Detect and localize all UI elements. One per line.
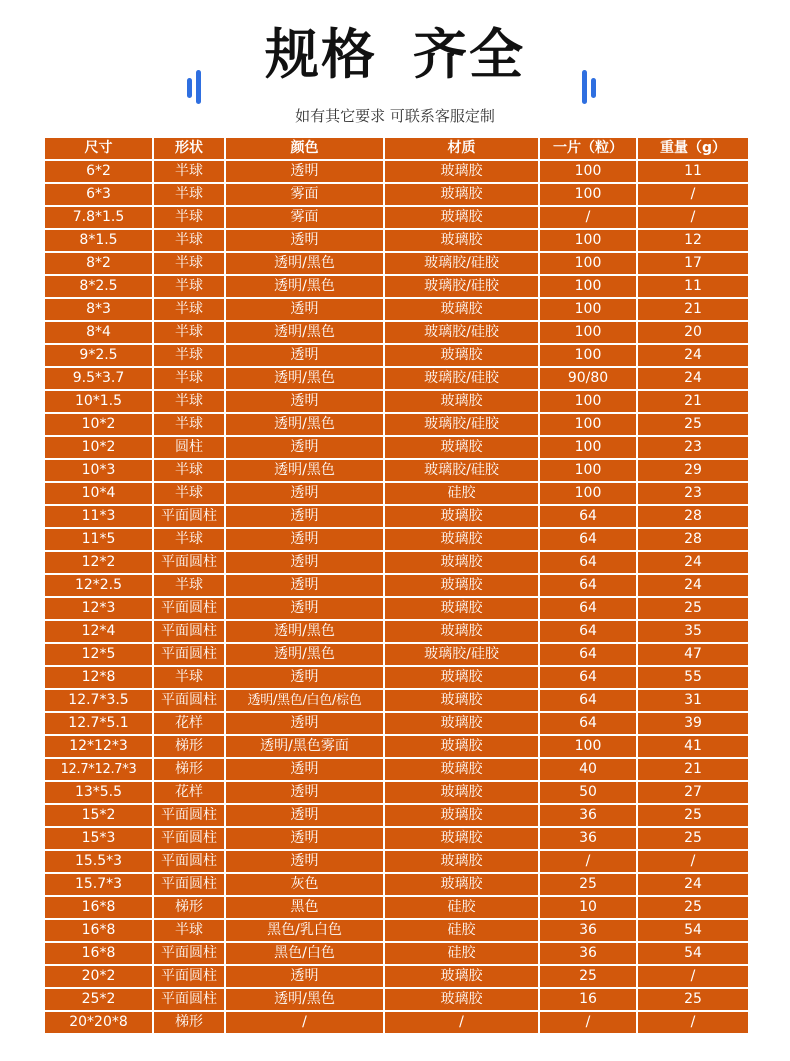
cell-color: 雾面 xyxy=(226,184,383,205)
cell-shape: 半球 xyxy=(154,230,224,251)
cell-material: 玻璃胶 xyxy=(385,759,538,780)
cell-weight: 47 xyxy=(638,644,748,665)
cell-shape: 圆柱 xyxy=(154,437,224,458)
col-header-weight: 重量（g） xyxy=(638,138,748,159)
cell-shape: 半球 xyxy=(154,529,224,550)
cell-size: 15.5*3 xyxy=(45,851,152,872)
table-row xyxy=(45,529,748,550)
cell-color: 透明 xyxy=(226,598,383,619)
title-part-1: 规格 xyxy=(265,23,377,86)
cell-weight: 17 xyxy=(638,253,748,274)
cell-material: 玻璃胶 xyxy=(385,621,538,642)
table-row xyxy=(45,782,748,803)
table-row xyxy=(45,253,748,274)
cell-color: 透明 xyxy=(226,828,383,849)
cell-pieces: 64 xyxy=(540,690,636,711)
cell-material: 玻璃胶 xyxy=(385,736,538,757)
cell-weight: / xyxy=(638,1012,748,1033)
cell-weight: 24 xyxy=(638,345,748,366)
cell-color: 透明/黑色 xyxy=(226,276,383,297)
cell-color: 透明/黑色 xyxy=(226,460,383,481)
cell-material: 玻璃胶 xyxy=(385,230,538,251)
table-row xyxy=(45,437,748,458)
cell-weight: 24 xyxy=(638,874,748,895)
cell-color: 透明 xyxy=(226,391,383,412)
cell-weight: 27 xyxy=(638,782,748,803)
table-row xyxy=(45,874,748,895)
cell-material: 玻璃胶/硅胶 xyxy=(385,322,538,343)
cell-shape: 平面圆柱 xyxy=(154,506,224,527)
table-row xyxy=(45,506,748,527)
cell-color: 透明/黑色 xyxy=(226,253,383,274)
cell-size: 25*2 xyxy=(45,989,152,1010)
table-row xyxy=(45,920,748,941)
cell-shape: 梯形 xyxy=(154,897,224,918)
cell-material: 玻璃胶 xyxy=(385,782,538,803)
cell-weight: 39 xyxy=(638,713,748,734)
cell-pieces: 64 xyxy=(540,529,636,550)
cell-size: 8*3 xyxy=(45,299,152,320)
cell-pieces: / xyxy=(540,1012,636,1033)
cell-weight: 25 xyxy=(638,414,748,435)
cell-size: 10*3 xyxy=(45,460,152,481)
table-row xyxy=(45,621,748,642)
table-row xyxy=(45,713,748,734)
cell-weight: 54 xyxy=(638,920,748,941)
cell-size: 6*3 xyxy=(45,184,152,205)
cell-pieces: 50 xyxy=(540,782,636,803)
cell-color: 透明 xyxy=(226,552,383,573)
cell-size: 12.7*12.7*3 xyxy=(45,759,152,780)
cell-material: 硅胶 xyxy=(385,897,538,918)
cell-pieces: 100 xyxy=(540,299,636,320)
cell-size: 9*2.5 xyxy=(45,345,152,366)
cell-material: 玻璃胶 xyxy=(385,598,538,619)
table-row xyxy=(45,1012,748,1033)
cell-material: 玻璃胶/硅胶 xyxy=(385,253,538,274)
cell-pieces: 100 xyxy=(540,322,636,343)
cell-size: 11*5 xyxy=(45,529,152,550)
cell-color: 透明/黑色 xyxy=(226,644,383,665)
cell-pieces: 100 xyxy=(540,437,636,458)
cell-pieces: 36 xyxy=(540,805,636,826)
cell-color: 灰色 xyxy=(226,874,383,895)
cell-material: 玻璃胶 xyxy=(385,575,538,596)
cell-pieces: 100 xyxy=(540,483,636,504)
cell-color: 透明 xyxy=(226,966,383,987)
cell-color: 透明/黑色 xyxy=(226,368,383,389)
cell-weight: 25 xyxy=(638,897,748,918)
cell-size: 13*5.5 xyxy=(45,782,152,803)
cell-color: 透明 xyxy=(226,483,383,504)
subtitle: 如有其它要求 可联系客服定制 xyxy=(295,107,495,125)
cell-material: 玻璃胶 xyxy=(385,345,538,366)
cell-color: 透明 xyxy=(226,713,383,734)
cell-pieces: 100 xyxy=(540,184,636,205)
cell-pieces: 90/80 xyxy=(540,368,636,389)
cell-weight: 55 xyxy=(638,667,748,688)
cell-pieces: 25 xyxy=(540,874,636,895)
cell-material: / xyxy=(385,1012,538,1033)
table-row xyxy=(45,667,748,688)
cell-pieces: 36 xyxy=(540,920,636,941)
cell-shape: 花样 xyxy=(154,782,224,803)
cell-color: 透明 xyxy=(226,506,383,527)
cell-material: 玻璃胶/硅胶 xyxy=(385,460,538,481)
table-row xyxy=(45,460,748,481)
cell-weight: 54 xyxy=(638,943,748,964)
cell-pieces: 36 xyxy=(540,828,636,849)
col-header-color: 颜色 xyxy=(226,138,383,159)
cell-pieces: 64 xyxy=(540,506,636,527)
cell-shape: 半球 xyxy=(154,483,224,504)
table-row xyxy=(45,690,748,711)
title-part-2: 齐全 xyxy=(413,23,525,86)
cell-size: 20*2 xyxy=(45,966,152,987)
cell-color: 透明 xyxy=(226,230,383,251)
spec-table xyxy=(43,136,750,1035)
cell-shape: 半球 xyxy=(154,460,224,481)
cell-pieces: 100 xyxy=(540,253,636,274)
cell-shape: 平面圆柱 xyxy=(154,851,224,872)
cell-material: 玻璃胶 xyxy=(385,299,538,320)
cell-size: 12*2 xyxy=(45,552,152,573)
table-row xyxy=(45,552,748,573)
cell-weight: 23 xyxy=(638,437,748,458)
cell-material: 玻璃胶 xyxy=(385,713,538,734)
cell-size: 10*1.5 xyxy=(45,391,152,412)
cell-pieces: 100 xyxy=(540,460,636,481)
cell-material: 玻璃胶 xyxy=(385,690,538,711)
cell-weight: 11 xyxy=(638,161,748,182)
table-row xyxy=(45,322,748,343)
cell-material: 玻璃胶 xyxy=(385,391,538,412)
cell-color: 透明 xyxy=(226,345,383,366)
cell-weight: 11 xyxy=(638,276,748,297)
table-row xyxy=(45,276,748,297)
cell-size: 20*20*8 xyxy=(45,1012,152,1033)
table-row xyxy=(45,989,748,1010)
cell-shape: 平面圆柱 xyxy=(154,966,224,987)
cell-weight: 21 xyxy=(638,759,748,780)
cell-size: 12.7*5.1 xyxy=(45,713,152,734)
cell-shape: 梯形 xyxy=(154,1012,224,1033)
cell-size: 11*3 xyxy=(45,506,152,527)
table-row xyxy=(45,161,748,182)
cell-pieces: 64 xyxy=(540,598,636,619)
table-row xyxy=(45,828,748,849)
table-body xyxy=(45,161,748,1033)
cell-pieces: 10 xyxy=(540,897,636,918)
cell-shape: 平面圆柱 xyxy=(154,989,224,1010)
cell-pieces: 100 xyxy=(540,230,636,251)
cell-pieces: 40 xyxy=(540,759,636,780)
cell-shape: 半球 xyxy=(154,299,224,320)
cell-color: 黑色/白色 xyxy=(226,943,383,964)
cell-weight: 20 xyxy=(638,322,748,343)
cell-pieces: 64 xyxy=(540,552,636,573)
cell-size: 8*2.5 xyxy=(45,276,152,297)
cell-weight: 21 xyxy=(638,391,748,412)
cell-pieces: 64 xyxy=(540,713,636,734)
cell-weight: 29 xyxy=(638,460,748,481)
cell-color: 透明 xyxy=(226,529,383,550)
cell-shape: 梯形 xyxy=(154,736,224,757)
cell-color: 透明 xyxy=(226,299,383,320)
cell-weight: 41 xyxy=(638,736,748,757)
cell-shape: 半球 xyxy=(154,184,224,205)
cell-size: 12*5 xyxy=(45,644,152,665)
right-bars-decoration-icon xyxy=(582,70,602,106)
table-row xyxy=(45,184,748,205)
table-row xyxy=(45,230,748,251)
cell-material: 玻璃胶 xyxy=(385,552,538,573)
page-title xyxy=(0,20,790,90)
cell-size: 16*8 xyxy=(45,920,152,941)
cell-pieces: / xyxy=(540,851,636,872)
cell-material: 玻璃胶/硅胶 xyxy=(385,644,538,665)
table-row xyxy=(45,759,748,780)
cell-shape: 半球 xyxy=(154,391,224,412)
cell-shape: 平面圆柱 xyxy=(154,805,224,826)
cell-material: 玻璃胶 xyxy=(385,437,538,458)
table-header-row xyxy=(45,138,748,159)
cell-weight: 25 xyxy=(638,805,748,826)
cell-color: 透明 xyxy=(226,851,383,872)
cell-size: 10*2 xyxy=(45,437,152,458)
cell-pieces: 64 xyxy=(540,644,636,665)
cell-color: 透明 xyxy=(226,575,383,596)
cell-shape: 半球 xyxy=(154,414,224,435)
cell-material: 玻璃胶 xyxy=(385,828,538,849)
cell-material: 玻璃胶/硅胶 xyxy=(385,276,538,297)
cell-color: 黑色 xyxy=(226,897,383,918)
cell-shape: 平面圆柱 xyxy=(154,598,224,619)
cell-size: 15*3 xyxy=(45,828,152,849)
table-row xyxy=(45,644,748,665)
cell-shape: 花样 xyxy=(154,713,224,734)
cell-size: 12*3 xyxy=(45,598,152,619)
cell-weight: 31 xyxy=(638,690,748,711)
cell-color: 透明 xyxy=(226,161,383,182)
table-row xyxy=(45,299,748,320)
cell-weight: 35 xyxy=(638,621,748,642)
cell-color: 透明/黑色 xyxy=(226,621,383,642)
cell-material: 硅胶 xyxy=(385,943,538,964)
cell-pieces: 100 xyxy=(540,276,636,297)
table-row xyxy=(45,966,748,987)
cell-shape: 平面圆柱 xyxy=(154,874,224,895)
cell-weight: / xyxy=(638,207,748,228)
cell-size: 6*2 xyxy=(45,161,152,182)
cell-color: 透明/黑色雾面 xyxy=(226,736,383,757)
cell-shape: 平面圆柱 xyxy=(154,943,224,964)
cell-color: 透明/黑色/白色/棕色 xyxy=(226,690,383,711)
table-row xyxy=(45,207,748,228)
cell-weight: 28 xyxy=(638,529,748,550)
table-row xyxy=(45,368,748,389)
cell-pieces: 100 xyxy=(540,161,636,182)
table-row xyxy=(45,851,748,872)
cell-size: 12.7*3.5 xyxy=(45,690,152,711)
cell-size: 8*2 xyxy=(45,253,152,274)
cell-color: 透明 xyxy=(226,782,383,803)
cell-color: 雾面 xyxy=(226,207,383,228)
cell-pieces: 100 xyxy=(540,391,636,412)
cell-size: 16*8 xyxy=(45,897,152,918)
cell-size: 12*2.5 xyxy=(45,575,152,596)
cell-material: 硅胶 xyxy=(385,483,538,504)
cell-pieces: 25 xyxy=(540,966,636,987)
table-row xyxy=(45,575,748,596)
cell-weight: / xyxy=(638,851,748,872)
cell-size: 10*4 xyxy=(45,483,152,504)
cell-pieces: 64 xyxy=(540,575,636,596)
cell-color: 黑色/乳白色 xyxy=(226,920,383,941)
cell-pieces: 36 xyxy=(540,943,636,964)
col-header-pieces: 一片（粒） xyxy=(540,138,636,159)
col-header-material: 材质 xyxy=(385,138,538,159)
cell-material: 玻璃胶 xyxy=(385,851,538,872)
cell-size: 9.5*3.7 xyxy=(45,368,152,389)
cell-pieces: 64 xyxy=(540,621,636,642)
table-row xyxy=(45,414,748,435)
cell-size: 12*4 xyxy=(45,621,152,642)
cell-weight: 25 xyxy=(638,598,748,619)
cell-size: 15*2 xyxy=(45,805,152,826)
cell-shape: 半球 xyxy=(154,253,224,274)
cell-size: 7.8*1.5 xyxy=(45,207,152,228)
cell-color: 透明/黑色 xyxy=(226,414,383,435)
cell-size: 12*12*3 xyxy=(45,736,152,757)
cell-material: 玻璃胶 xyxy=(385,506,538,527)
cell-pieces: 100 xyxy=(540,736,636,757)
cell-color: / xyxy=(226,1012,383,1033)
cell-material: 玻璃胶 xyxy=(385,874,538,895)
cell-size: 12*8 xyxy=(45,667,152,688)
cell-pieces: 100 xyxy=(540,345,636,366)
table-row xyxy=(45,805,748,826)
cell-shape: 平面圆柱 xyxy=(154,644,224,665)
table-row xyxy=(45,897,748,918)
cell-pieces: 16 xyxy=(540,989,636,1010)
cell-material: 玻璃胶/硅胶 xyxy=(385,368,538,389)
cell-shape: 平面圆柱 xyxy=(154,621,224,642)
col-header-shape: 形状 xyxy=(154,138,224,159)
cell-weight: / xyxy=(638,184,748,205)
table-row xyxy=(45,483,748,504)
cell-color: 透明/黑色 xyxy=(226,989,383,1010)
cell-material: 玻璃胶 xyxy=(385,184,538,205)
cell-pieces: / xyxy=(540,207,636,228)
cell-size: 8*1.5 xyxy=(45,230,152,251)
table-row xyxy=(45,598,748,619)
cell-shape: 半球 xyxy=(154,207,224,228)
cell-weight: 25 xyxy=(638,989,748,1010)
cell-shape: 半球 xyxy=(154,322,224,343)
cell-shape: 半球 xyxy=(154,575,224,596)
cell-material: 玻璃胶 xyxy=(385,966,538,987)
table-row xyxy=(45,943,748,964)
cell-weight: 24 xyxy=(638,552,748,573)
cell-shape: 半球 xyxy=(154,368,224,389)
table-row xyxy=(45,736,748,757)
cell-material: 硅胶 xyxy=(385,920,538,941)
cell-shape: 半球 xyxy=(154,345,224,366)
cell-material: 玻璃胶 xyxy=(385,207,538,228)
cell-pieces: 64 xyxy=(540,667,636,688)
cell-weight: 28 xyxy=(638,506,748,527)
col-header-size: 尺寸 xyxy=(45,138,152,159)
cell-weight: 12 xyxy=(638,230,748,251)
cell-shape: 半球 xyxy=(154,161,224,182)
cell-weight: 24 xyxy=(638,575,748,596)
cell-weight: 24 xyxy=(638,368,748,389)
cell-weight: 23 xyxy=(638,483,748,504)
cell-material: 玻璃胶 xyxy=(385,529,538,550)
cell-color: 透明 xyxy=(226,437,383,458)
cell-shape: 梯形 xyxy=(154,759,224,780)
cell-color: 透明 xyxy=(226,805,383,826)
left-bars-decoration-icon xyxy=(187,70,207,106)
cell-weight: / xyxy=(638,966,748,987)
cell-pieces: 100 xyxy=(540,414,636,435)
cell-shape: 半球 xyxy=(154,276,224,297)
cell-shape: 半球 xyxy=(154,667,224,688)
table-row xyxy=(45,391,748,412)
table-row xyxy=(45,345,748,366)
cell-weight: 21 xyxy=(638,299,748,320)
spec-table-container xyxy=(43,136,748,1034)
cell-color: 透明 xyxy=(226,667,383,688)
cell-size: 15.7*3 xyxy=(45,874,152,895)
cell-weight: 25 xyxy=(638,828,748,849)
cell-shape: 平面圆柱 xyxy=(154,690,224,711)
cell-color: 透明 xyxy=(226,759,383,780)
cell-size: 8*4 xyxy=(45,322,152,343)
cell-material: 玻璃胶 xyxy=(385,161,538,182)
cell-size: 16*8 xyxy=(45,943,152,964)
cell-color: 透明/黑色 xyxy=(226,322,383,343)
cell-material: 玻璃胶 xyxy=(385,805,538,826)
cell-size: 10*2 xyxy=(45,414,152,435)
cell-material: 玻璃胶 xyxy=(385,667,538,688)
cell-material: 玻璃胶/硅胶 xyxy=(385,414,538,435)
cell-shape: 平面圆柱 xyxy=(154,552,224,573)
cell-material: 玻璃胶 xyxy=(385,989,538,1010)
cell-shape: 平面圆柱 xyxy=(154,828,224,849)
cell-shape: 半球 xyxy=(154,920,224,941)
